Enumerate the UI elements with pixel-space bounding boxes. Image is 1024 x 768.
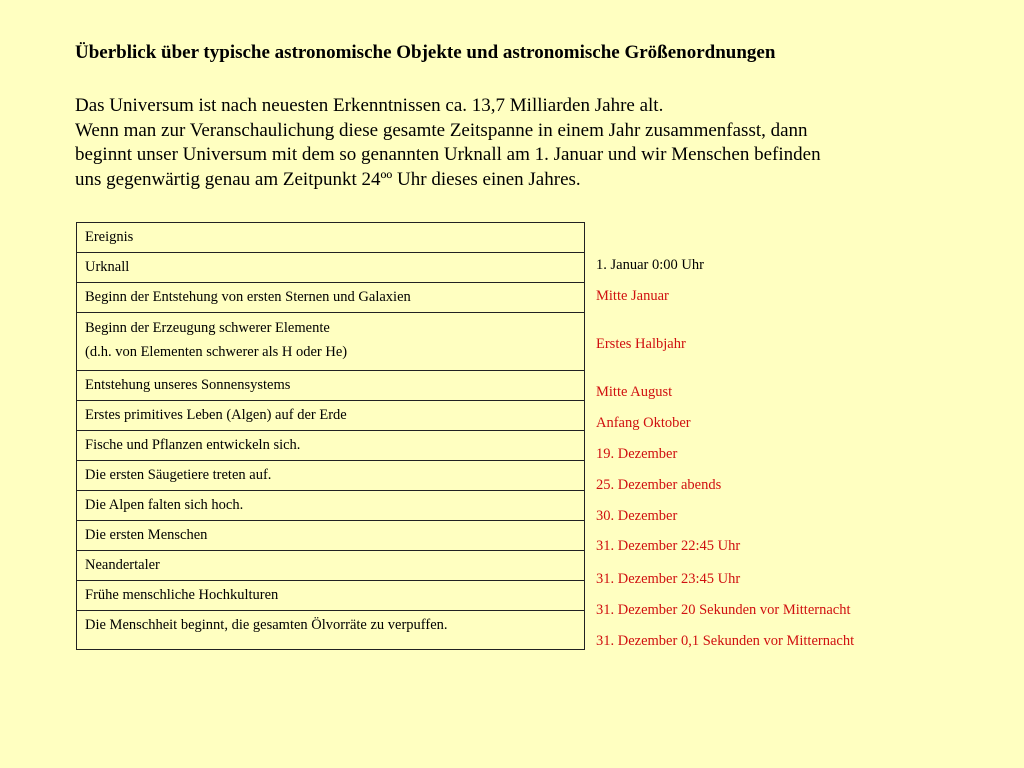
event-cell: Entstehung unseres Sonnensystems xyxy=(77,371,585,401)
time-label: 25. Dezember abends xyxy=(596,477,722,493)
time-label: Erstes Halbjahr xyxy=(596,336,686,352)
intro-line-3: beginnt unser Universum mit dem so genannten Urknall am 1. Januar und wir Menschen befinden xyxy=(75,144,821,165)
event-cell: Die Menschheit beginnt, die gesamten Ölvorräte zu verpuffen. xyxy=(77,611,585,650)
table-row xyxy=(77,401,585,431)
table-row xyxy=(77,551,585,581)
event-cell: Die ersten Menschen xyxy=(77,521,585,551)
table-row xyxy=(77,461,585,491)
event-cell: Beginn der Entstehung von ersten Sternen und Galaxien xyxy=(77,283,585,313)
event-cell: Erstes primitives Leben (Algen) auf der Erde xyxy=(77,401,585,431)
intro-line-1: Das Universum ist nach neuesten Erkenntnissen ca. 13,7 Milliarden Jahre alt. xyxy=(75,95,664,116)
event-cell: Die Alpen falten sich hoch. xyxy=(77,491,585,521)
event-cell: Die ersten Säugetiere treten auf. xyxy=(77,461,585,491)
time-label: 31. Dezember 20 Sekunden vor Mitternacht xyxy=(596,602,851,618)
event-cell xyxy=(77,313,585,371)
event-cell: Frühe menschliche Hochkulturen xyxy=(77,581,585,611)
event-cell-line-2: (d.h. von Elementen schwerer als H oder He) xyxy=(85,344,348,360)
time-label: 31. Dezember 23:45 Uhr xyxy=(596,571,741,587)
intro-line-2: Wenn man zur Veranschaulichung diese gesamte Zeitspanne in einem Jahr zusammenfasst, dann xyxy=(75,119,808,141)
table-row xyxy=(77,283,585,313)
time-label: Mitte Januar xyxy=(596,288,669,304)
table-row xyxy=(77,521,585,551)
table-row xyxy=(77,611,585,650)
event-cell: Fische und Pflanzen entwickeln sich. xyxy=(77,431,585,461)
time-label: Anfang Oktober xyxy=(596,415,691,431)
time-label: 1. Januar 0:00 Uhr xyxy=(596,257,704,273)
table-row xyxy=(77,253,585,283)
time-label: 30. Dezember xyxy=(596,508,678,524)
intro-line-4: uns gegenwärtig genau am Zeitpunkt 24ºº Uhr dieses einen Jahres. xyxy=(75,168,581,190)
intro-text xyxy=(75,94,955,192)
events-table xyxy=(76,222,585,650)
table-header-row xyxy=(77,223,585,253)
table-row xyxy=(77,313,585,371)
table-row xyxy=(77,581,585,611)
table-header-cell: Ereignis xyxy=(77,223,585,253)
table-row xyxy=(77,431,585,461)
time-label: 19. Dezember xyxy=(596,446,678,462)
page-title: Überblick über typische astronomische Objekte und astronomische Größenordnungen xyxy=(75,42,776,63)
time-label: Mitte August xyxy=(596,384,673,400)
table-row xyxy=(77,491,585,521)
time-label: 31. Dezember 22:45 Uhr xyxy=(596,538,741,554)
event-cell: Urknall xyxy=(77,253,585,283)
event-cell-line-1: Beginn der Erzeugung schwerer Elemente xyxy=(85,320,330,336)
table-row xyxy=(77,371,585,401)
event-cell: Neandertaler xyxy=(77,551,585,581)
time-label: 31. Dezember 0,1 Sekunden vor Mitternacht xyxy=(596,633,855,649)
